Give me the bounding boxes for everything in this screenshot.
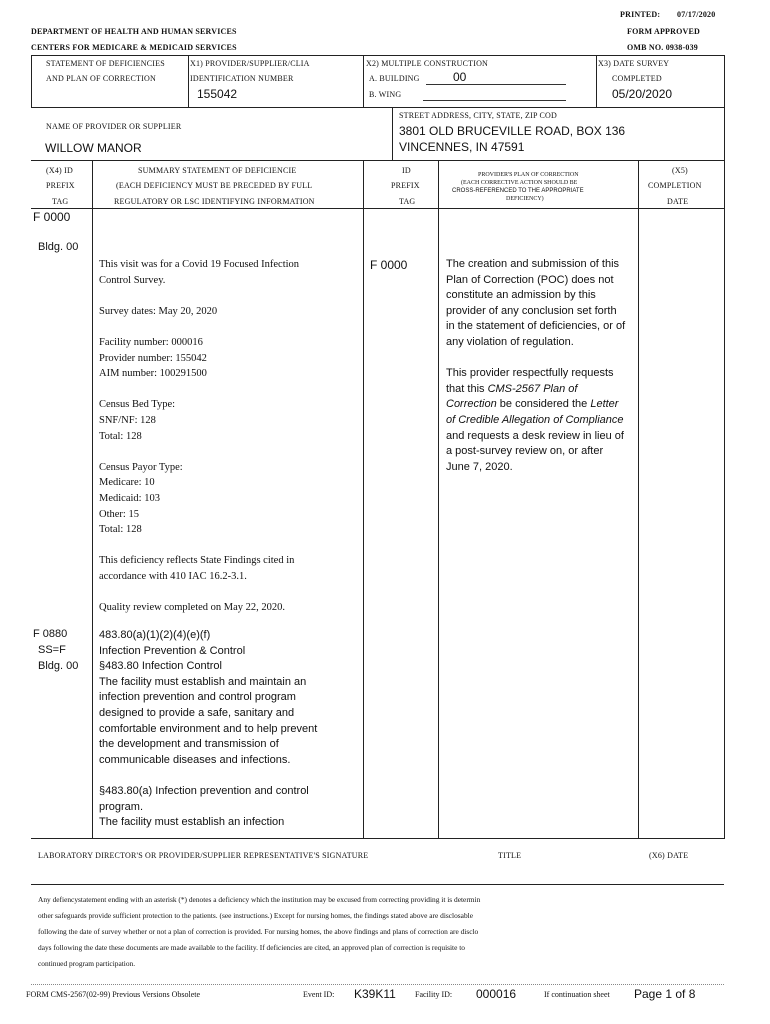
wing-label: B. WING xyxy=(369,90,402,99)
survey-dates: Survey dates: May 20, 2020 xyxy=(99,305,218,317)
continuation-label: If continuation sheet xyxy=(544,990,610,999)
printed-label: PRINTED: xyxy=(620,10,661,19)
tag-f0880: F 0880 xyxy=(33,628,68,640)
census-bed-type: Census Bed Type: xyxy=(99,399,176,411)
id-header-2: PREFIX xyxy=(391,181,420,190)
x3-label: X3) DATE SURVEY xyxy=(598,59,670,68)
event-id-value: K39K11 xyxy=(354,987,396,1001)
x2-label: X2) MULTIPLE CONSTRUCTION xyxy=(366,59,489,68)
f880-block xyxy=(99,628,335,831)
facility-id-label: Facility ID: xyxy=(415,990,453,999)
f880-title: Infection Prevention & Control xyxy=(99,644,246,657)
x5-header-2: COMPLETION xyxy=(648,181,702,190)
plan-request-text-3: and requests a desk review in lieu of a post-survey review on, or after June 7, 2020. xyxy=(446,429,624,473)
x5-header-1: (X5) xyxy=(672,166,688,175)
tag-bldg-00-b: Bldg. 00 xyxy=(38,660,79,672)
facility-id-value: 000016 xyxy=(476,987,517,1001)
summary-intro: This visit was for a Covid 19 Focused Infection Control Survey. xyxy=(99,259,300,286)
x1-label-2: IDENTIFICATION NUMBER xyxy=(190,74,294,83)
state-findings-note: This deficiency reflects State Findings cited in accordance with 410 IAC 16.2-3.1. xyxy=(99,555,295,582)
plan-cms-title: CMS-2567 Plan of Correction xyxy=(446,382,578,411)
centers-name: CENTERS FOR MEDICARE & MEDICAID SERVICES xyxy=(31,43,237,52)
census-bed-total: Total: 128 xyxy=(99,430,142,442)
census-payor-total: Total: 128 xyxy=(99,524,142,536)
plan-header-3: CROSS-REFERENCED TO THE APPROPRIATE xyxy=(452,188,584,194)
address-label: STREET ADDRESS, CITY, STATE, ZIP COD xyxy=(399,111,557,120)
f880-section: §483.80 Infection Control xyxy=(99,660,222,673)
disclaimer-line-3: following the date of survey whether or not a plan of correction is provided. For nursing homes, the above findings and plans of correction are disclo xyxy=(38,927,479,936)
omb-number: OMB NO. 0938-039 xyxy=(627,43,698,52)
tag-bldg-00: Bldg. 00 xyxy=(38,241,79,253)
provider-id-value: 155042 xyxy=(197,87,238,101)
plan-block xyxy=(446,257,626,475)
title-label: TITLE xyxy=(498,851,522,860)
disclaimer-line-1: Any defiencystatement ending with an asterisk (*) denotes a deficiency which the institution may be excused from correcting providing it is determin xyxy=(38,895,481,904)
building-value: 00 xyxy=(453,70,467,84)
census-medicare: Medicare: 10 xyxy=(99,477,155,489)
aim-number: AIM number: 100291500 xyxy=(99,368,207,380)
x4-header-3: TAG xyxy=(52,197,69,206)
form-number: FORM CMS-2567(02-99) Previous Versions Obsolete xyxy=(26,990,201,999)
address-line-1: 3801 OLD BRUCEVILLE ROAD, BOX 136 xyxy=(399,124,626,138)
provider-name-label: NAME OF PROVIDER OR SUPPLIER xyxy=(46,122,182,131)
facility-number: Facility number: 000016 xyxy=(99,336,203,348)
census-other: Other: 15 xyxy=(99,508,139,520)
f880-requirement: The facility must establish and maintain an infection prevention and control program designed to provide a safe, sanitary and comfortable environment and to help prevent the development and transmission of communicable diseases and infections. xyxy=(99,675,318,766)
census-snf-nf: SNF/NF: 128 xyxy=(99,414,156,426)
x4-header-2: PREFIX xyxy=(46,181,75,190)
x1-label-1: X1) PROVIDER/SUPPLIER/CLIA xyxy=(190,59,310,68)
provider-name-value: WILLOW MANOR xyxy=(45,141,142,155)
plan-header-2: (EACH CORRECTIVE ACTION SHOULD BE xyxy=(461,180,578,186)
survey-date-value: 05/20/2020 xyxy=(612,87,673,101)
id-header-3: TAG xyxy=(399,197,416,206)
provider-number: Provider number: 155042 xyxy=(99,352,207,364)
f880-continuation: The facility must establish an infection xyxy=(99,816,285,829)
plan-request-text-1: This provider respectfully requests that this xyxy=(446,367,614,395)
summary-header-3: REGULATORY OR LSC IDENTIFYING INFORMATION xyxy=(114,197,315,206)
signature-label: LABORATORY DIRECTOR'S OR PROVIDER/SUPPLIER REPRESENTATIVE'S SIGNATURE xyxy=(38,851,369,860)
quality-review: Quality review completed on May 22, 2020. xyxy=(99,602,286,614)
disclaimer-line-4: days following the date these documents are made available to the facility. If deficiencies are cited, an approved plan of correction is requisite to xyxy=(38,943,465,952)
census-medicaid: Medicaid: 103 xyxy=(99,492,160,504)
tag-f0000: F 0000 xyxy=(33,210,71,224)
form-approved: FORM APPROVED xyxy=(627,27,701,36)
summary-block-1 xyxy=(99,257,331,616)
plan-request xyxy=(446,366,626,475)
f880-regulation: 483.80(a)(1)(2)(4)(e)(f) xyxy=(99,629,211,641)
plan-header-4: DEFICIENCY) xyxy=(506,196,544,202)
x4-header-1: (X4) ID xyxy=(46,166,73,175)
id-header-1: ID xyxy=(402,166,411,175)
tag-ss-f: SS=F xyxy=(38,644,66,656)
statement-label-1: STATEMENT OF DEFICIENCIES xyxy=(46,59,165,68)
right-tag-f0000: F 0000 xyxy=(370,258,408,272)
event-id-label: Event ID: xyxy=(303,990,335,999)
plan-letter-title: Letter of Credible Allegation of Compliance xyxy=(446,398,624,426)
x5-header-3: DATE xyxy=(667,197,689,206)
plan-request-text-2: be considered the xyxy=(496,398,591,411)
page-number: Page 1 of 8 xyxy=(634,987,696,1001)
statement-label-2: AND PLAN OF CORRECTION xyxy=(46,74,156,83)
plan-disclaimer: The creation and submission of this Plan of Correction (POC) does not constitute an admission by this provider of any conclusion set forth in the statement of deficiencies, or of any violation of regulation. xyxy=(446,258,626,348)
disclaimer-line-5: continued program participation. xyxy=(38,959,136,968)
f880-subsection: §483.80(a) Infection prevention and control program. xyxy=(99,784,309,813)
department-name: DEPARTMENT OF HEALTH AND HUMAN SERVICES xyxy=(31,27,237,36)
census-payor-type: Census Payor Type: xyxy=(99,461,183,473)
x6-date-label: (X6) DATE xyxy=(649,851,689,860)
address-line-2: VINCENNES, IN 47591 xyxy=(399,140,525,154)
plan-header-1: PROVIDER'S PLAN OF CORRECTION xyxy=(478,172,579,178)
disclaimer-line-2: other safeguards provide sufficient protection to the patients. (see instructions.) Except for nursing homes, the findings stated above are disclosable xyxy=(38,911,473,920)
summary-header-2: (EACH DEFICIENCY MUST BE PRECEDED BY FULL xyxy=(116,181,313,190)
building-label: A. BUILDING xyxy=(369,74,420,83)
printed-date: 07/17/2020 xyxy=(677,10,716,19)
summary-header-1: SUMMARY STATEMENT OF DEFICIENCIE xyxy=(138,166,297,175)
x3-completed: COMPLETED xyxy=(612,74,662,83)
